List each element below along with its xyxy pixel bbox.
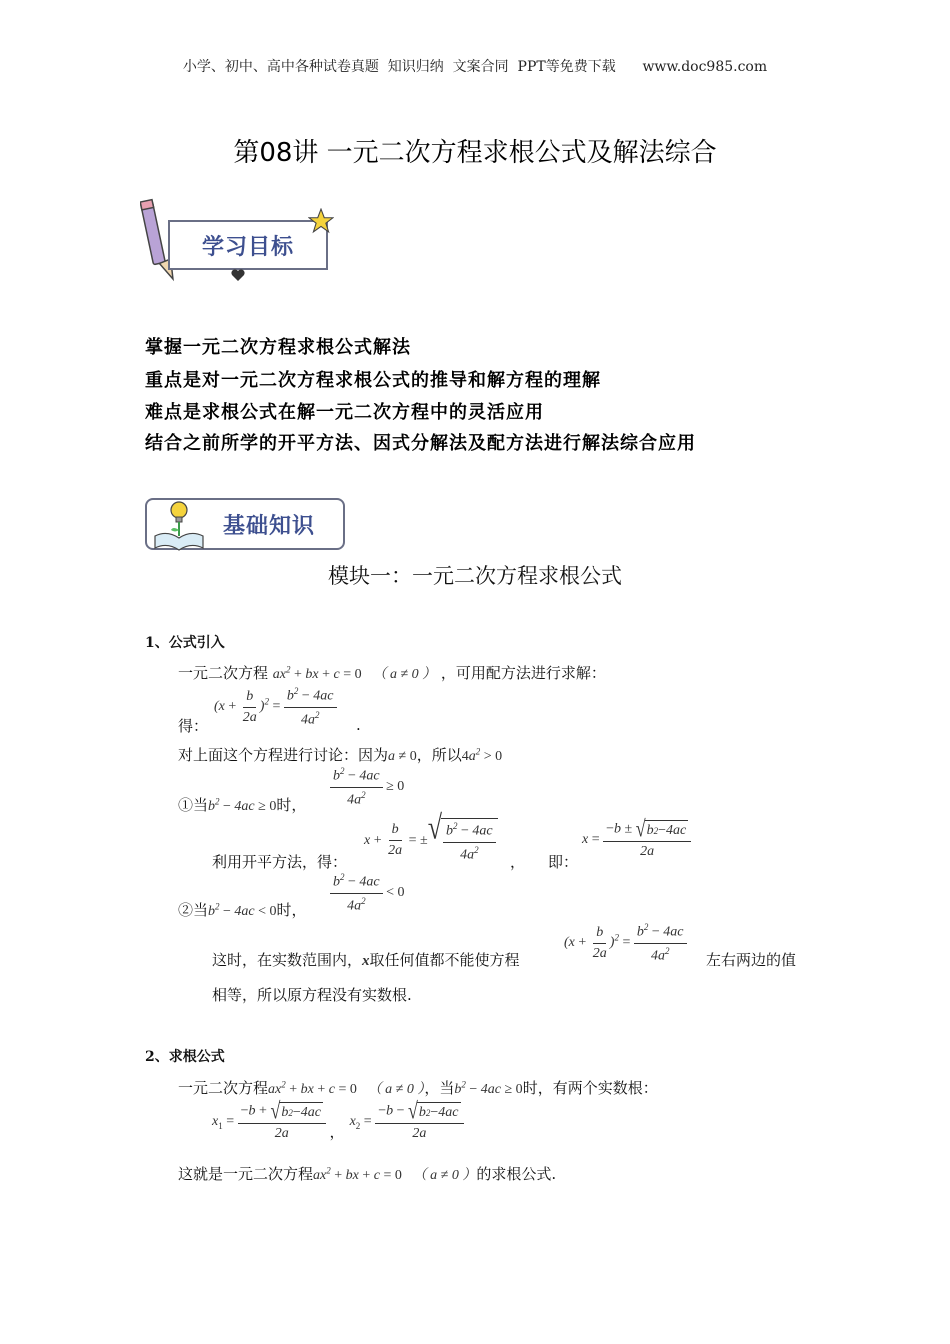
s1-case2-post: 时， — [276, 901, 307, 919]
section-heading: 1、公式引入 — [145, 635, 225, 651]
s1-line1-text-b: ，可用配方法进行求解： — [440, 664, 606, 682]
page-header — [0, 56, 950, 76]
s2-line1 — [178, 1077, 658, 1098]
s1-derived-equation — [214, 686, 337, 728]
math-root-x1: $x_1$ = −b + √ b 2 − 4ac 2a — [212, 1114, 329, 1129]
s1-discuss-text-a: 对上面这个方程进行讨论：因为 — [178, 746, 389, 764]
math-completed-square: (x + $\frac{b}{2a}$ )$^2$ = $\frac{b^2 - 4ac}{4a^2}$ — [214, 699, 337, 714]
s1-kpf-label: 利用开平方法，得： — [212, 853, 348, 871]
s1-case2-fraction — [330, 872, 405, 914]
s2-end-b: 的求根公式. — [476, 1165, 557, 1183]
s1-de-label: 得： — [178, 717, 209, 735]
s1-case1-fraction — [330, 766, 404, 808]
header-url[interactable]: www.doc985.com — [642, 59, 768, 75]
header-left-text: 小学、初中、高中各种试卷真题 知识归纳 文案合同 PPT等免费下载 — [182, 59, 616, 75]
math-root-x2: $x_2$ = −b − √ b 2 − 4ac 2a — [350, 1114, 464, 1129]
s1-then-line — [212, 949, 520, 970]
s2-end-a: 这就是一元二次方程 — [178, 1165, 314, 1183]
goal-item: 掌握一元二次方程求根公式解法 — [145, 337, 411, 358]
s1-discuss — [178, 744, 502, 765]
s1-then-b: 取任何值都不能使方程 — [369, 951, 520, 969]
goal-item: 重点是对一元二次方程求根公式的推导和解方程的理解 — [145, 370, 601, 391]
s2-end-line — [178, 1163, 556, 1184]
s1-discuss-text-b: ，所以 — [416, 746, 462, 764]
s1-line1 — [178, 662, 606, 683]
knowledge-badge-label: 基础知识 — [222, 513, 315, 539]
s2-line1-text-a: 一元二次方程 — [178, 1079, 269, 1097]
s1-kpf-comma: ， — [510, 853, 526, 871]
knowledge-badge — [145, 494, 350, 556]
s1-case2-pre: ②当 — [178, 901, 209, 919]
goal-item: 难点是求根公式在解一元二次方程中的灵活应用 — [145, 402, 544, 423]
s2-line1-text-b: ，当 — [424, 1079, 455, 1097]
s1-case2 — [178, 899, 307, 920]
math-discriminant-geq: $b^2 - 4ac \ge 0$ — [454, 1079, 523, 1097]
math-quadratic-equation: $ax^2$ + bx + c = 0 — [313, 1165, 402, 1183]
star-icon — [308, 208, 334, 234]
math-4a2-positive: $4a^2 > 0$ — [461, 746, 503, 764]
s1-case1 — [178, 794, 306, 815]
heart-icon — [230, 268, 246, 282]
s1-then-equation — [564, 922, 687, 964]
math-x-var: x — [362, 953, 370, 969]
s1-line1-text-a: 一元二次方程 — [178, 664, 269, 682]
math-discriminant-ratio-geq: $\frac{b^2 - 4ac}{4a^2}$ ≥ 0 — [330, 779, 404, 794]
goals-badge — [140, 198, 340, 288]
math-quadratic-equation: $ax^2$ + bx + c = 0 — [268, 1079, 357, 1097]
s1-kpf-equation — [364, 808, 498, 863]
page-title: 第08讲 一元二次方程求根公式及解法综合 — [233, 138, 717, 168]
s1-case1-post: 时， — [276, 796, 307, 814]
s1-ji-equation — [582, 815, 691, 860]
math-condition: （ a ≠ 0 ） — [367, 1082, 425, 1097]
math-discriminant-geq: $b^2 - 4ac \ge 0$ — [208, 796, 277, 814]
s1-then-d: 相等，所以原方程没有实数根. — [212, 986, 412, 1004]
math-discriminant-lt: $b^2 - 4ac < 0$ — [208, 901, 277, 919]
math-condition: （ a ≠ 0 ） — [372, 667, 437, 682]
s1-ji-label: 即： — [548, 853, 579, 871]
goals-badge-label: 学习目标 — [201, 234, 294, 260]
math-discriminant-ratio-lt: $\frac{b^2 - 4ac}{4a^2}$ < 0 — [330, 885, 405, 900]
s2-roots-comma: ， — [329, 1123, 345, 1141]
s1-then-c: 左右两边的值 — [706, 951, 797, 969]
math-condition: （ a ≠ 0 ） — [412, 1168, 477, 1183]
module-title: 模块一：一元二次方程求根公式 — [328, 564, 622, 588]
s2-roots — [212, 1097, 464, 1142]
math-completed-square-ref: (x + $\frac{b}{2a}$ )$^2$ = $\frac{b^2 - 4ac}{4a^2}$ — [564, 935, 687, 950]
s2-line1-text-c: 时，有两个实数根： — [522, 1079, 658, 1097]
goals-badge-box — [168, 220, 328, 270]
goal-item: 结合之前所学的开平方法、因式分解法及配方法进行解法综合应用 — [145, 433, 696, 454]
math-root-formula: x = −b ± √ b 2 − 4ac 2a — [582, 832, 691, 847]
section-heading: 2、求根公式 — [145, 1049, 225, 1065]
math-sqrt-step: x + $\frac{b}{2a}$ = ± √ $\frac{b^2 - 4ac}{4a^2}$ — [364, 833, 498, 848]
math-a-nonzero: a ≠ 0 — [388, 749, 417, 764]
s1-case1-pre: ①当 — [178, 796, 209, 814]
math-quadratic-equation: $ax^2$ + bx + c = 0 — [272, 664, 362, 682]
s1-then-a: 这时，在实数范围内， — [212, 951, 363, 969]
book-lightbulb-icon — [151, 496, 207, 552]
s1-period: . — [356, 716, 361, 734]
